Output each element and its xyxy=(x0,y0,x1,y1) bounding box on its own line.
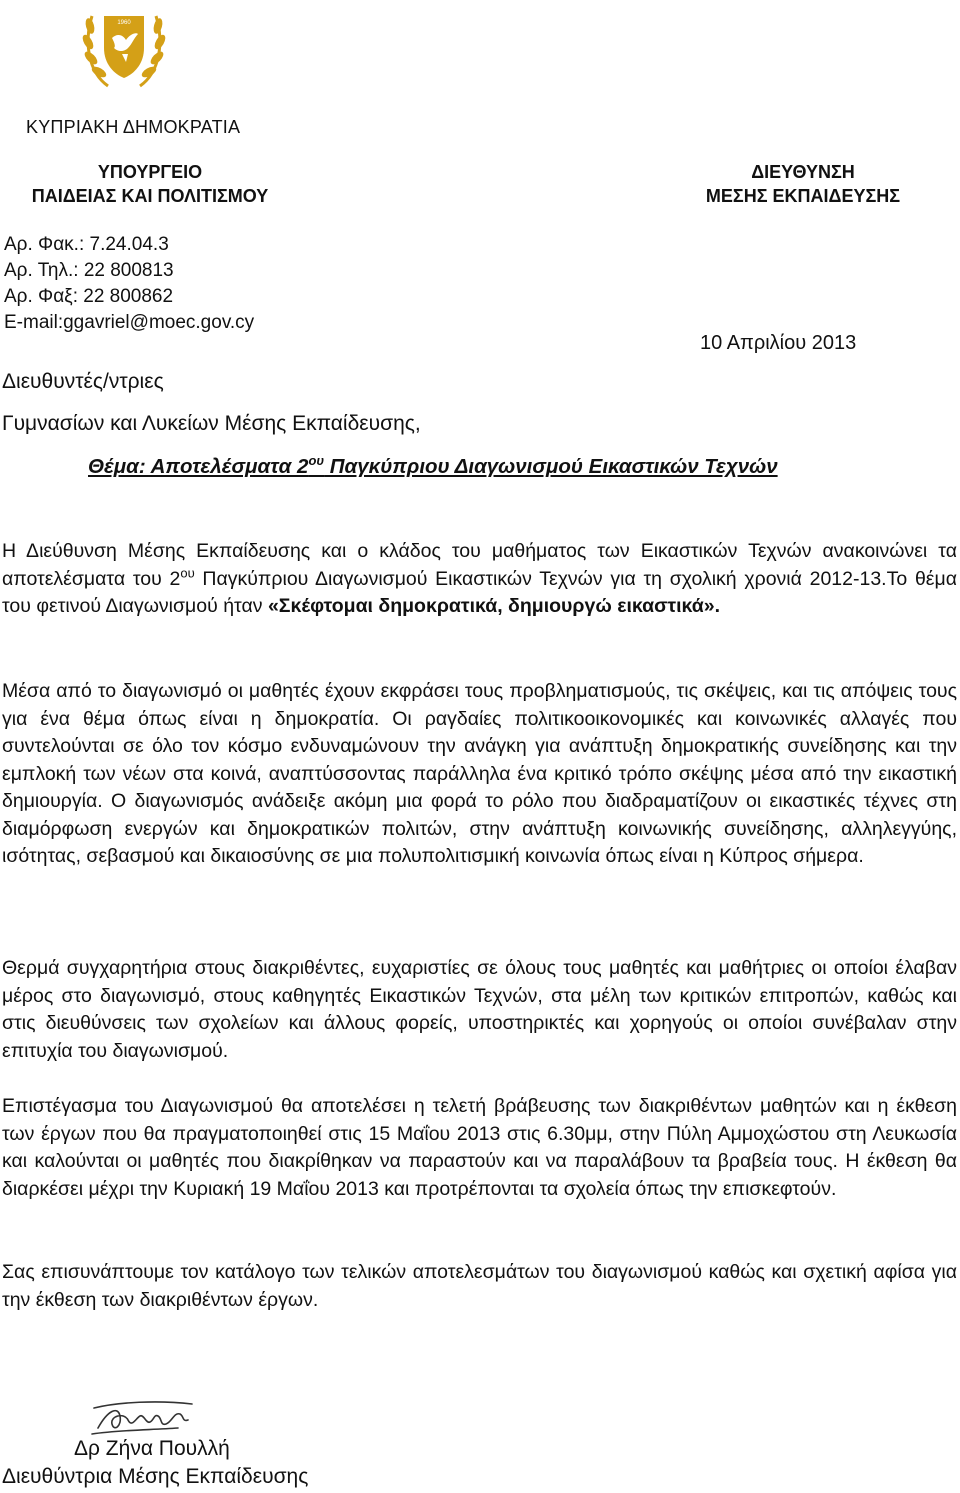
subject-line xyxy=(88,455,778,479)
republic-name: ΚΥΠΡΙΑΚΗ ΔΗΜΟΚΡΑΤΙΑ xyxy=(26,117,241,137)
directorate-line-2: ΜΕΣΗΣ ΕΚΠΑΙΔΕΥΣΗΣ xyxy=(705,186,901,206)
paragraph-1-text-b: Παγκύπριου Διαγωνισμού Εικαστικών Τεχνών για τη σχολική χρονιά 2012-13.Το θέμα του φετινού Διαγωνισμού ήταν xyxy=(2,567,957,617)
directorate-line-1: ΔΙΕΥΘΥΝΣΗ xyxy=(751,162,855,182)
svg-text:1960: 1960 xyxy=(117,20,131,26)
recipient-line-1: Διευθυντές/ντριες xyxy=(2,370,164,393)
handwritten-signature-icon xyxy=(88,1398,200,1438)
paragraph-2: Μέσα από το διαγωνισμό οι μαθητές έχουν εκφράσει τους προβληματισμούς, τις σκέψεις, και τις απόψεις τους για ένα θέμα όπως είναι η δημοκρατία. Οι ραγδαίες πολιτικοοικονομικές και κοινωνικές αλλαγές που συντελούνται σε όλο τον κόσμο ενδυναμώνουν την ανάγκη για ανάπτυξη δημοκρατικής συνείδησης και την εμπλοκή των νέων στα κοινά, αναπτύσσοντας παράλληλα ένα κριτικό τρόπο σκέψης μέσα από την εικαστική δημιουργία. Ο διαγωνισμός ανάδειξε ακόμη μια φορά το ρόλο που διαδραματίζουν οι εικαστικές τέχνες στη διαμόρφωση ενεργών και δημοκρατικών πολιτών, στην ανάπτυξη κοινωνικής συνείδησης, αλληλεγγύης, ισότητας, σεβασμού και δικαιοσύνης σε μια πολυπολιτισμική κοινωνία όπως είναι η Κύπρος σήμερα. xyxy=(2,680,957,867)
file-number: Αρ. Φακ.: 7.24.04.3 xyxy=(4,234,169,255)
cyprus-coat-of-arms-icon xyxy=(78,2,170,94)
paragraph-4: Επιστέγασμα του Διαγωνισμού θα αποτελέσει η τελετή βράβευσης των διακριθέντων μαθητών και η έκθεση των έργων που θα πραγματοποιηθεί στις 15 Μαΐου 2013 στις 6.30μμ, στην Πύλη Αμμοχώστου στη Λευκωσία και καλούνται οι μαθητές που διακρίθηκαν να παραστούν και να παραλάβουν τα βραβεία τους. Η έκθεση θα διαρκέσει μέχρι την Κυριακή 19 Μαΐου 2013 και προτρέπονται τα σχολεία όπως την επισκεφτούν. xyxy=(2,1095,957,1200)
ministry-name xyxy=(0,160,300,208)
recipient-line-2: Γυμνασίων και Λυκείων Μέσης Εκπαίδευσης, xyxy=(2,412,421,435)
fax-number: Αρ. Φαξ: 22 800862 xyxy=(4,286,174,307)
paragraph-1-superscript: ου xyxy=(180,565,195,580)
ministry-line-1: ΥΠΟΥΡΓΕΙΟ xyxy=(97,162,203,182)
paragraph-3: Θερμά συγχαρητήρια στους διακριθέντες, ευχαριστίες σε όλους τους μαθητές και μαθήτριες οι οποίοι έλαβαν μέρος στο διαγωνισμό, στους καθηγητές Εικαστικών Τεχνών, στα μέλη των κριτικών επιτροπών, καθώς και στις διευθύνσεις των σχολείων και άλλους φορείς, υποστηρικτές και χορηγούς οι οποίοι συνέβαλαν στην επιτυχία του διαγωνισμού. xyxy=(2,957,957,1062)
paragraph-1 xyxy=(2,538,957,621)
directorate-name xyxy=(690,160,916,208)
signer-name: Δρ Ζήνα Πουλλή xyxy=(74,1437,230,1460)
signer-title: Διευθύντρια Μέσης Εκπαίδευσης xyxy=(2,1465,309,1488)
paragraph-5: Σας επισυνάπτουμε τον κατάλογο των τελικών αποτελεσμάτων του διαγωνισμού καθώς και σχετική αφίσα για την έκθεση των διακριθέντων έργων. xyxy=(2,1261,957,1311)
phone-number: Αρ. Τηλ.: 22 800813 xyxy=(4,260,174,281)
subject-text-start: Θέμα: Αποτελέσματα 2 xyxy=(88,455,309,478)
paragraph-1-text-a: Η Διεύθυνση Μέσης Εκπαίδευσης και ο κλάδος του μαθήματος των Εικαστικών Τεχνών ανακοινώνει τα αποτελέσματα του 2 xyxy=(2,540,957,590)
reference-block xyxy=(4,232,254,336)
letter-date: 10 Απριλίου 2013 xyxy=(700,332,857,354)
subject-text-end: Παγκύπριου Διαγωνισμού Εικαστικών Τεχνών xyxy=(324,455,778,478)
competition-theme: «Σκέφτομαι δημοκρατικά, δημιουργώ εικαστικά». xyxy=(267,595,721,617)
subject-superscript: ου xyxy=(308,453,325,469)
ministry-line-2: ΠΑΙΔΕΙΑΣ ΚΑΙ ΠΟΛΙΤΙΣΜΟΥ xyxy=(31,186,269,206)
email-address: E-mail:ggavriel@moec.gov.cy xyxy=(4,312,255,333)
